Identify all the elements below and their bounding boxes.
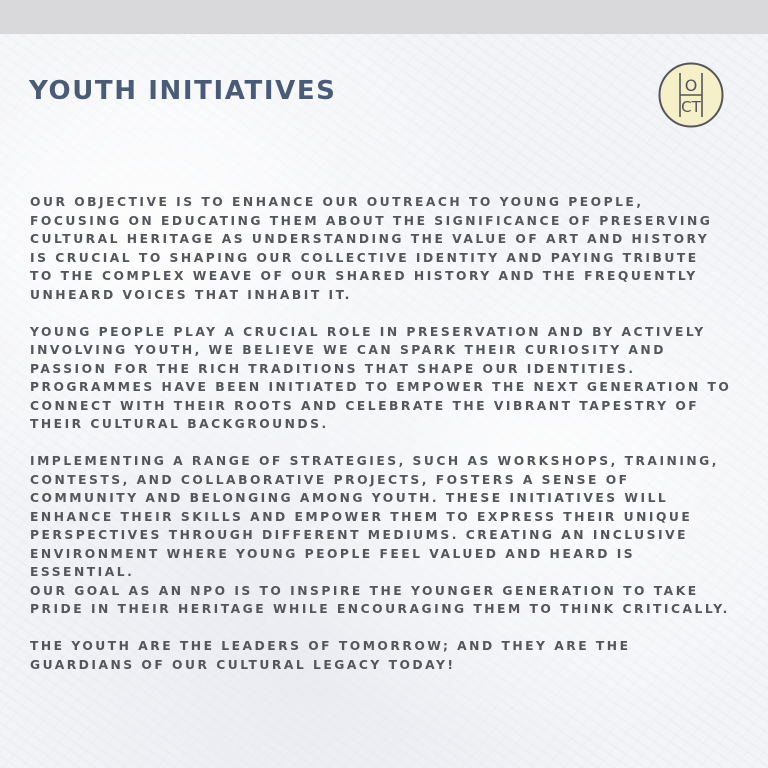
logo-letters-ct: CT [681,98,701,116]
paragraph-objective: OUR OBJECTIVE IS TO ENHANCE OUR OUTREACH TO YOUNG PEOPLE, FOCUSING ON EDUCATING THEM ABOUT THE SIGNIFICANCE OF PRESERVING CULTURAL HERITAGE AS UNDERSTANDING THE VALUE OF ART AND HISTORY IS CRUCIAL TO SHAPING OUR COLLECTIVE IDENTITY AND PAYING TRIBUTE TO THE COMPLEX WEAVE OF OUR SHARED HISTORY AND THE FREQUENTLY UNHEARD VOICES THAT INHABIT IT. [30,195,713,302]
paragraph-closing: THE YOUTH ARE THE LEADERS OF TOMORROW; AND THEY ARE THE GUARDIANS OF OUR CULTURAL LEGACY TODAY! [30,639,631,672]
page-title: YOUTH INITIATIVES [29,76,337,106]
oct-logo [658,62,724,128]
logo-letter-o: O [684,76,698,95]
paragraph-young-people: YOUNG PEOPLE PLAY A CRUCIAL ROLE IN PRESERVATION AND BY ACTIVELY INVOLVING YOUTH, WE BELIEVE WE CAN SPARK THEIR CURIOSITY AND PASSION FOR THE RICH TRADITIONS THAT SHAPE OUR IDENTITIES. PROGRAMMES HAVE BEEN INITIATED TO EMPOWER THE NEXT GENERATION TO CONNECT WITH THEIR ROOTS AND CELEBRATE THE VIBRANT TAPESTRY OF THEIR CULTURAL BACKGROUNDS. [30,324,732,431]
paragraph-goal: OUR GOAL AS AN NPO IS TO INSPIRE THE YOUNGER GENERATION TO TAKE PRIDE IN THEIR HERITAGE WHILE ENCOURAGING THEM TO THINK CRITICALLY. [30,583,730,616]
top-bar [0,0,768,34]
paragraph-strategies: IMPLEMENTING A RANGE OF STRATEGIES, SUCH AS WORKSHOPS, TRAINING, CONTESTS, AND COLLABORATIVE PROJECTS, FOSTERS A SENSE OF COMMUNITY AND BELONGING AMONG YOUTH. THESE INITIATIVES WILL ENHANCE THEIR SKILLS AND EMPOWER THEM TO EXPRESS THEIR UNIQUE PERSPECTIVES THROUGH DIFFERENT MEDIUMS. CREATING AN INCLUSIVE ENVIRONMENT WHERE YOUNG PEOPLE FEEL VALUED AND HEARD IS ESSENTIAL. [30,454,719,579]
body-text [30,193,752,674]
